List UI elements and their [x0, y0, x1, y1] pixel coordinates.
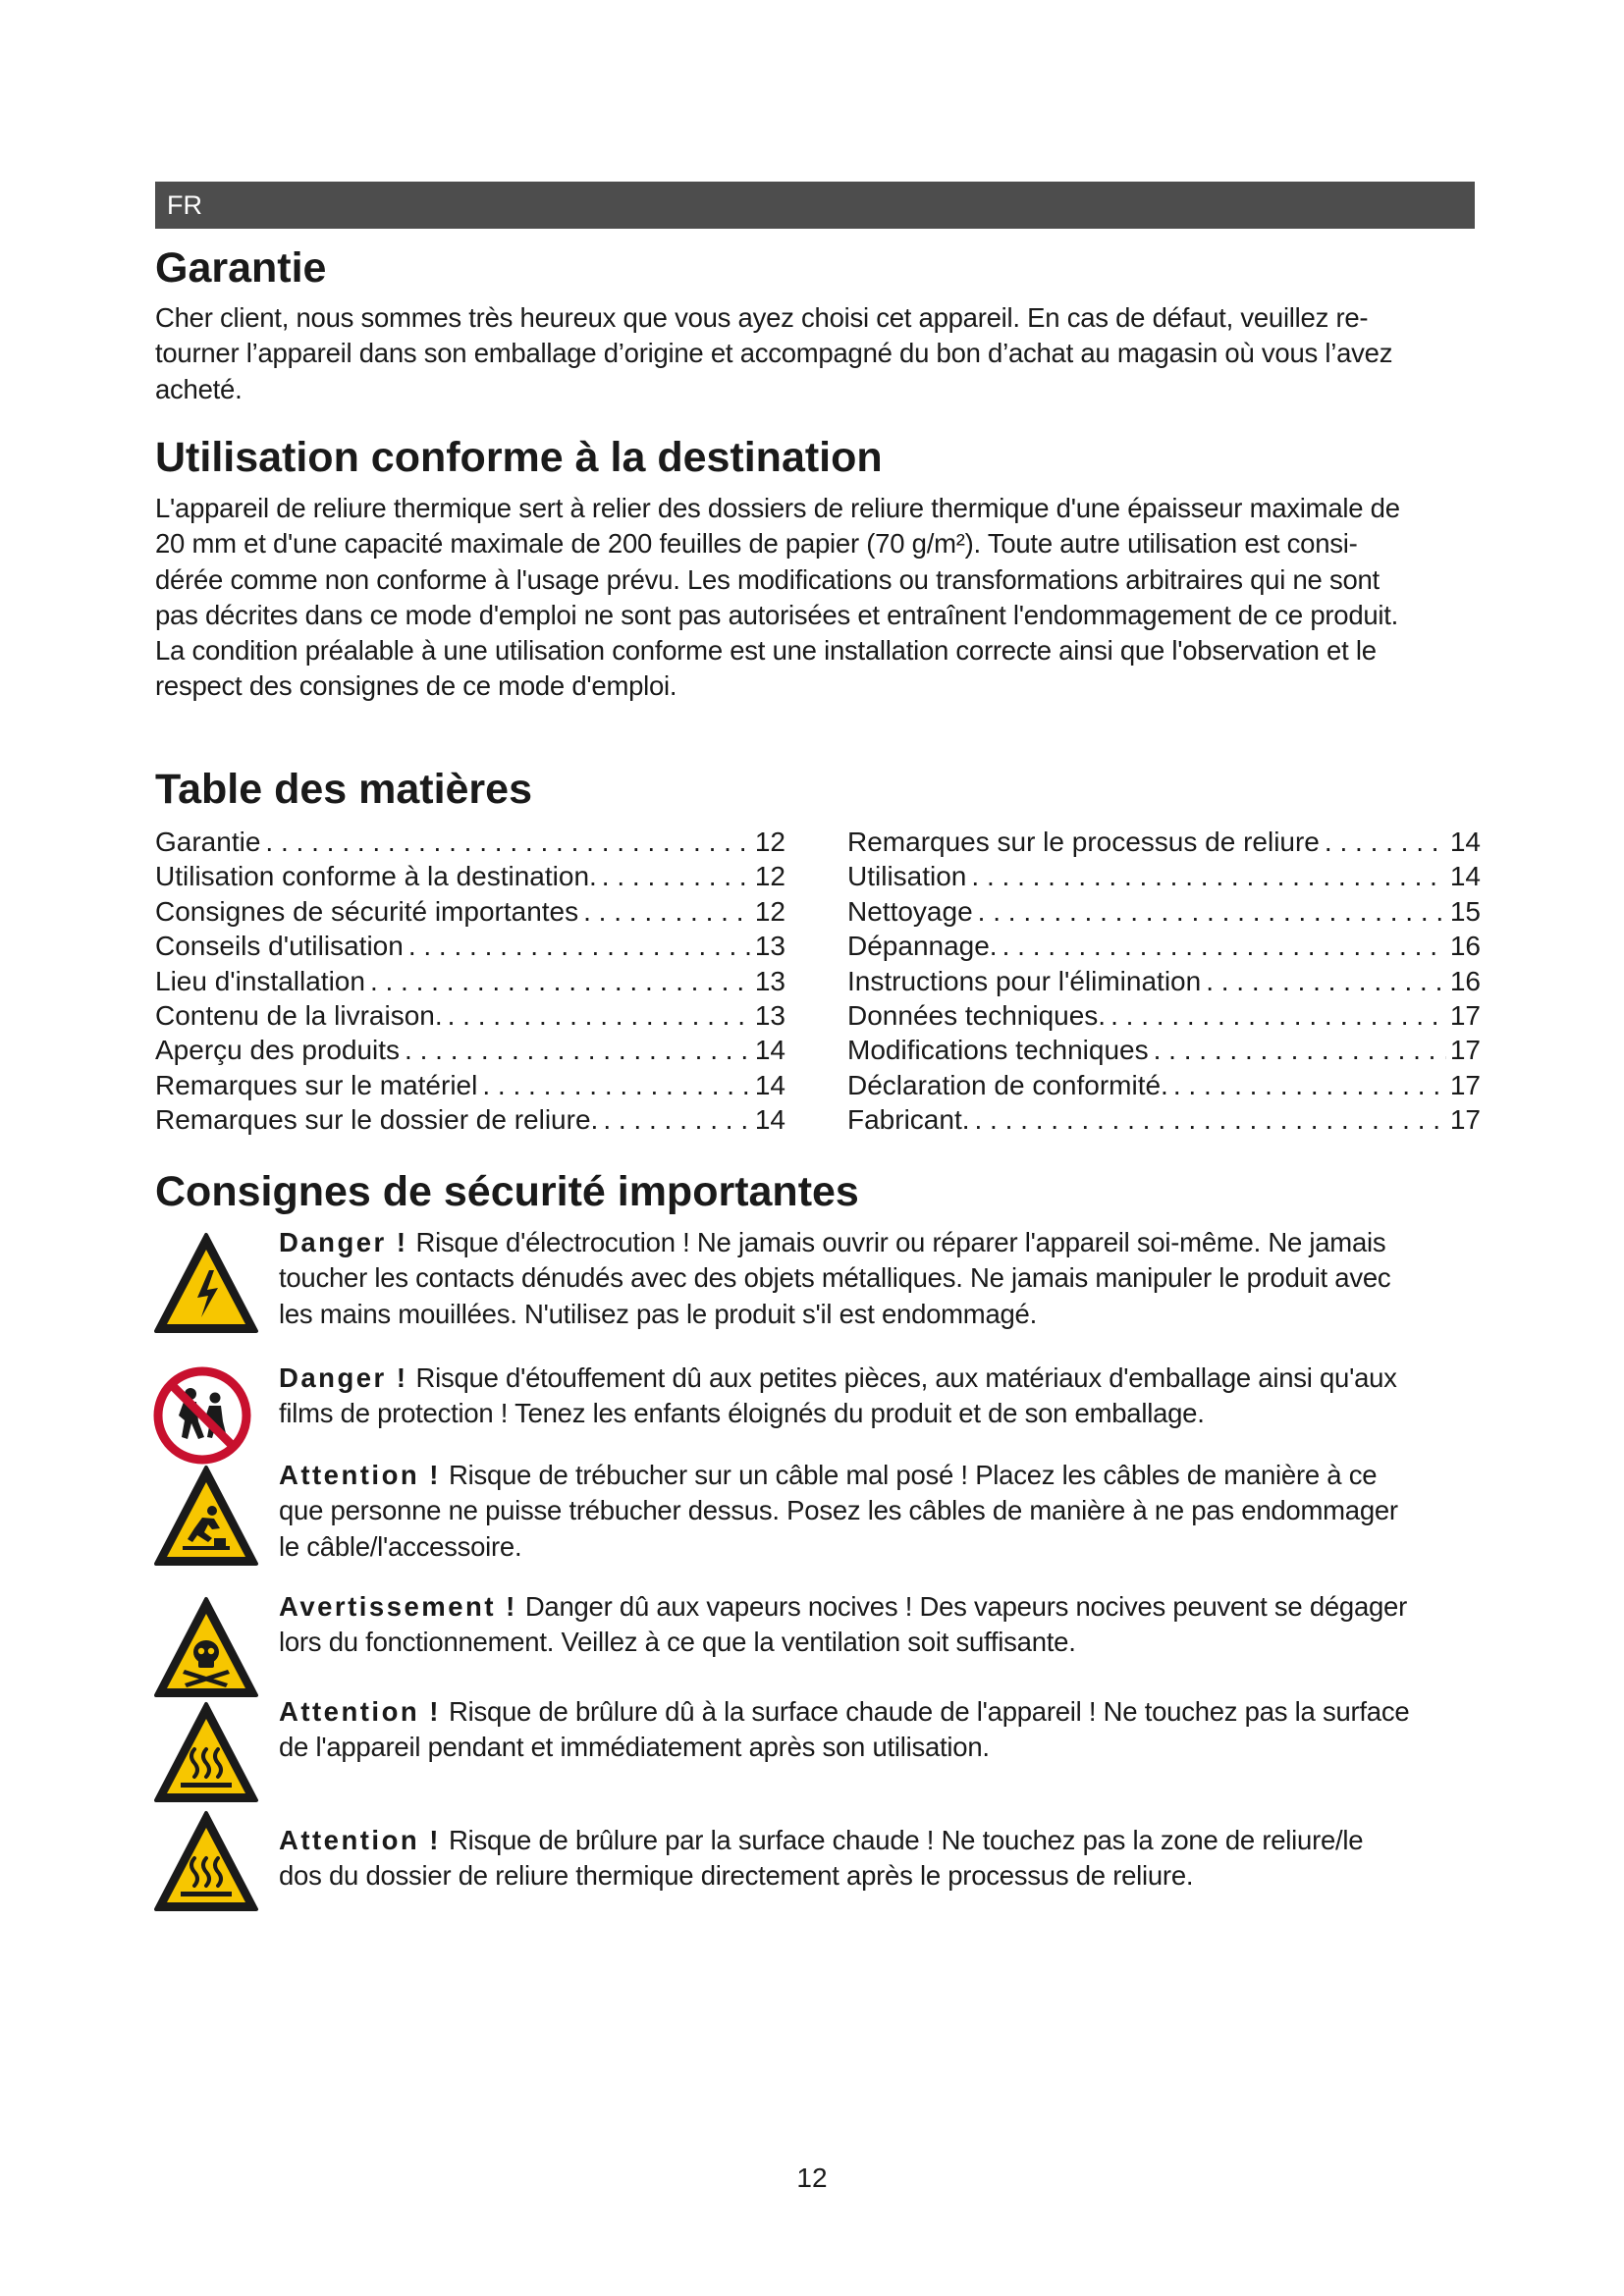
- usage-line: La condition préalable à une utilisation conforme est une installation correcte ainsi que l'observation et le: [155, 635, 1377, 667]
- usage-line: respect des consignes de ce mode d'emploi.: [155, 670, 677, 702]
- warning-line: toucher les contacts dénudés avec des objets métalliques. Ne jamais manipuler le produit avec: [279, 1262, 1391, 1294]
- toc-entry-page: 13: [754, 999, 785, 1031]
- warning-line: [279, 1823, 1489, 1858]
- toc-entry: [155, 825, 785, 859]
- toc-entry: [847, 859, 1481, 893]
- toc-entry-page: 17: [1449, 1104, 1481, 1136]
- toc-entry: [155, 859, 785, 893]
- toc-dot-leader: [477, 1068, 751, 1102]
- toc-heading: Table des matières: [155, 766, 532, 813]
- warning-line-text: Risque d'étouffement dû aux petites pièces, aux matériaux d'emballage ainsi qu'aux: [415, 1362, 1397, 1393]
- toc-entry-label: Remarques sur le processus de reliure: [847, 827, 1320, 857]
- toc-entry-page: 17: [1449, 999, 1481, 1031]
- warning-hot-surface-binding: [153, 1809, 1489, 1917]
- toc-entry-page: 13: [754, 931, 785, 962]
- usage-line: pas décrites dans ce mode d'emploi ne sont pas autorisées et entraînent l'endommagement de ce produit.: [155, 599, 1399, 630]
- toc-right-column: [847, 825, 1481, 1138]
- warning-line: dos du dossier de reliure thermique directement après le processus de reliure.: [279, 1860, 1194, 1892]
- toc-entry: [155, 964, 785, 998]
- toc-entry: [155, 1102, 785, 1137]
- warning-text: [279, 1361, 1489, 1432]
- electric-shock-warning-icon: [153, 1231, 259, 1339]
- warning-text: [279, 1458, 1489, 1565]
- toc-dot-leader: [400, 1033, 751, 1067]
- warning-line: [279, 1225, 1489, 1260]
- warning-line: que personne ne puisse trébucher dessus. Posez les câbles de manière à ne pas endommager: [279, 1495, 1398, 1526]
- toc-entry-page: 16: [1449, 931, 1481, 962]
- toc-entry: [155, 1068, 785, 1102]
- toc-entry: [847, 1068, 1481, 1102]
- toc-entry-label: Remarques sur le matériel: [155, 1069, 478, 1100]
- warning-keyword: Avertissement !: [279, 1591, 517, 1622]
- usage-line: dérée comme non conforme à l'usage prévu. Les modifications ou transformations arbitraires qui ne sont: [155, 563, 1380, 595]
- garantie-line: acheté.: [155, 373, 243, 404]
- toc-entry-label: Utilisation: [847, 861, 967, 892]
- garantie-line: Cher client, nous sommes très heureux que vous ayez choisi cet appareil. En cas de défaut, veuillez re-: [155, 302, 1369, 333]
- toc-entry: [847, 1102, 1481, 1137]
- toc-entry: [155, 1033, 785, 1067]
- no-children-prohibition-icon: [153, 1366, 259, 1474]
- warning-keyword: Attention !: [279, 1825, 441, 1855]
- toc-entry-page: 12: [754, 895, 785, 927]
- toc-entry-label: Déclaration de conformité.: [847, 1069, 1168, 1100]
- toc-entry-label: Données techniques.: [847, 999, 1107, 1031]
- toc-entry-page: 12: [754, 861, 785, 892]
- warning-text: [279, 1589, 1489, 1661]
- toc-dot-leader: [597, 859, 751, 893]
- toc-entry-label: Garantie: [155, 827, 261, 857]
- warning-text: [279, 1823, 1489, 1895]
- toc-dot-leader: [260, 825, 750, 859]
- warning-electric-shock: [153, 1227, 1489, 1339]
- toc-entry-label: Dépannage.: [847, 931, 998, 962]
- usage-line: 20 mm et d'une capacité maximale de 200 feuilles de papier (70 g/m²). Toute autre utilisation est consi-: [155, 528, 1358, 560]
- garantie-text: [155, 300, 1483, 407]
- toc-entry-label: Lieu d'installation: [155, 965, 365, 996]
- toc-entry-page: 13: [754, 965, 785, 996]
- usage-heading: Utilisation conforme à la destination: [155, 434, 883, 481]
- warning-trip-hazard: [153, 1460, 1489, 1572]
- hot-surface-warning-icon: [153, 1809, 259, 1917]
- hot-surface-warning-icon: [153, 1700, 259, 1808]
- trip-hazard-warning-icon: [153, 1464, 259, 1572]
- toxic-fumes-warning-icon: [153, 1595, 259, 1703]
- warning-line-text: Risque d'électrocution ! Ne jamais ouvrir ou réparer l'appareil soi-même. Ne jamais: [415, 1227, 1386, 1257]
- language-code: FR: [167, 190, 202, 220]
- warning-keyword: Danger !: [279, 1362, 408, 1393]
- warning-line: les mains mouillées. N'utilisez pas le produit s'il est endommagé.: [279, 1298, 1037, 1329]
- toc-entry-label: Aperçu des produits: [155, 1035, 401, 1066]
- toc-entry-label: Fabricant.: [847, 1104, 970, 1136]
- toc-dot-leader: [973, 894, 1446, 929]
- warning-line: de l'appareil pendant et immédiatement après son utilisation.: [279, 1732, 990, 1763]
- warning-line: [279, 1361, 1489, 1396]
- toc-entry: [155, 929, 785, 963]
- toc-entry: [847, 825, 1481, 859]
- toc-dot-leader: [598, 1102, 751, 1137]
- warning-text: [279, 1225, 1489, 1332]
- toc-entry-label: Remarques sur le dossier de reliure.: [155, 1104, 599, 1136]
- warning-line-text: Risque de brûlure par la surface chaude ! Ne touchez pas la zone de reliure/le: [448, 1825, 1364, 1855]
- usage-line: L'appareil de reliure thermique sert à relier des dossiers de reliure thermique d'une épaisseur maximale de: [155, 493, 1400, 523]
- toc-dot-leader: [966, 859, 1445, 893]
- toc-entry: [155, 894, 785, 929]
- toc-dot-leader: [1149, 1033, 1446, 1067]
- toc-dot-leader: [578, 894, 751, 929]
- toc-entry-label: Contenu de la livraison.: [155, 999, 443, 1031]
- page-number: 12: [796, 2163, 828, 2193]
- toc-entry-label: Nettoyage: [847, 895, 973, 927]
- toc-entry: [847, 964, 1481, 998]
- toc-entry: [847, 929, 1481, 963]
- warning-toxic-fumes: [153, 1591, 1489, 1703]
- warning-line-text: Danger dû aux vapeurs nocives ! Des vapeurs nocives peuvent se dégager: [524, 1591, 1408, 1622]
- warning-line: le câble/l'accessoire.: [279, 1530, 522, 1562]
- toc-entry-page: 15: [1449, 895, 1481, 927]
- toc-entry-label: Conseils d'utilisation: [155, 931, 404, 962]
- toc-dot-leader: [443, 998, 751, 1033]
- toc-dot-leader: [998, 929, 1446, 963]
- warning-keyword: Danger !: [279, 1227, 408, 1257]
- toc-entry-page: 14: [754, 1069, 785, 1100]
- toc-entry-label: Instructions pour l'élimination: [847, 965, 1202, 996]
- garantie-line: tourner l’appareil dans son emballage d’origine et accompagné du bon d’achat au magasin où vous l’avez: [155, 338, 1393, 369]
- toc-entry-page: 12: [754, 827, 785, 857]
- garantie-heading: Garantie: [155, 244, 327, 292]
- toc-dot-leader: [404, 929, 751, 963]
- toc-entry-page: 17: [1449, 1035, 1481, 1066]
- toc-dot-leader: [1168, 1068, 1446, 1102]
- toc-entry-label: Modifications techniques: [847, 1035, 1149, 1066]
- warning-line: [279, 1589, 1489, 1625]
- toc-entry-page: 14: [1449, 827, 1481, 857]
- warning-keyword: Attention !: [279, 1460, 441, 1490]
- toc-left-column: [155, 825, 785, 1138]
- toc-entry-page: 14: [754, 1035, 785, 1066]
- language-bar: [155, 182, 1475, 229]
- toc-dot-leader: [365, 964, 751, 998]
- toc-entry-label: Consignes de sécurité importantes: [155, 895, 579, 927]
- warning-line: [279, 1458, 1489, 1493]
- toc-entry: [847, 1033, 1481, 1067]
- warning-line-text: Risque de brûlure dû à la surface chaude de l'appareil ! Ne touchez pas la surface: [448, 1696, 1410, 1727]
- toc-entry: [847, 894, 1481, 929]
- warning-line-text: Risque de trébucher sur un câble mal posé ! Placez les câbles de manière à ce: [448, 1460, 1378, 1490]
- toc-entry-page: 17: [1449, 1069, 1481, 1100]
- toc-dot-leader: [1106, 998, 1446, 1033]
- toc-dot-leader: [1320, 825, 1446, 859]
- toc-entry-page: 14: [754, 1104, 785, 1136]
- warning-hot-surface-device: [153, 1696, 1489, 1808]
- warning-line: films de protection ! Tenez les enfants éloignés du produit et de son emballage.: [279, 1398, 1205, 1429]
- safety-heading: Consignes de sécurité importantes: [155, 1168, 859, 1215]
- toc-entry: [847, 998, 1481, 1033]
- warning-keyword: Attention !: [279, 1696, 441, 1727]
- toc-entry: [155, 998, 785, 1033]
- warning-line: lors du fonctionnement. Veillez à ce que la ventilation soit suffisante.: [279, 1627, 1076, 1658]
- toc-entry-page: 16: [1449, 965, 1481, 996]
- warning-line: [279, 1694, 1489, 1730]
- usage-text: [155, 491, 1483, 705]
- toc-dot-leader: [970, 1102, 1446, 1137]
- warning-text: [279, 1694, 1489, 1766]
- toc-entry-label: Utilisation conforme à la destination.: [155, 861, 597, 892]
- toc-dot-leader: [1201, 964, 1446, 998]
- toc-entry-page: 14: [1449, 861, 1481, 892]
